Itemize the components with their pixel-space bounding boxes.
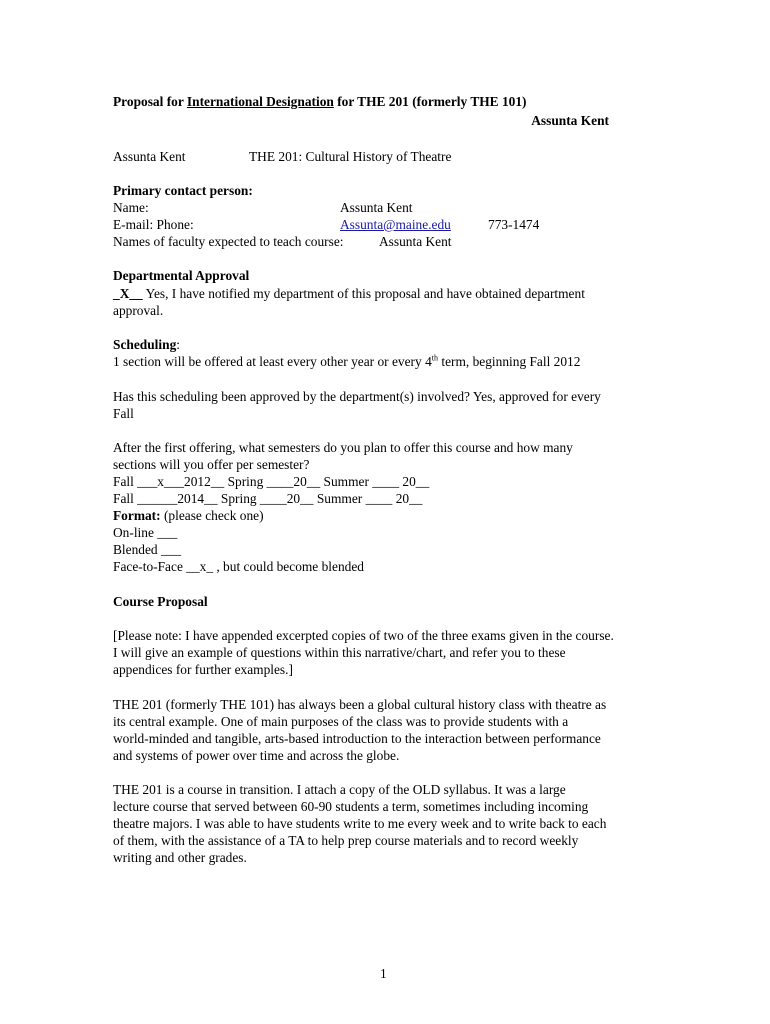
- scheduling-heading: Scheduling:: [113, 337, 180, 352]
- email-link[interactable]: Assunta@maine.edu: [340, 217, 451, 232]
- contact-heading: Primary contact person:: [113, 183, 253, 198]
- paragraph-2-line: of them, with the assistance of a TA to help prep course materials and to record weekly: [113, 833, 579, 848]
- course-proposal-heading: Course Proposal: [113, 594, 208, 609]
- faculty-label: Names of faculty expected to teach course:: [113, 234, 344, 249]
- format-face-to-face: Face-to-Face __x_ , but could become blended: [113, 559, 364, 574]
- page-number: 1: [380, 966, 387, 981]
- author-name: Assunta Kent: [531, 113, 609, 128]
- paragraph-2-line: lecture course that served between 60-90 students a term, sometimes including incoming: [113, 799, 589, 814]
- semester-row-2: Fall ______2014__ Spring ____20__ Summer ____ 20__: [113, 491, 423, 506]
- format-blended: Blended ___: [113, 542, 182, 557]
- paragraph-2-line: theatre majors. I was able to have students write to me every week and to write back to each: [113, 816, 607, 831]
- note-line: I will give an example of questions within this narrative/chart, and refer you to these: [113, 645, 566, 660]
- paragraph-1-line: THE 201 (formerly THE 101) has always been a global cultural history class with theatre as: [113, 697, 607, 712]
- instructor-name: Assunta Kent: [113, 149, 186, 164]
- course-title: THE 201: Cultural History of Theatre: [249, 149, 452, 164]
- format-line: Format: (please check one): [113, 508, 264, 523]
- approval-heading: Departmental Approval: [113, 268, 250, 283]
- scheduling-question-1-cont: Fall: [113, 406, 134, 421]
- name-label: Name:: [113, 200, 149, 215]
- scheduling-question-2: After the first offering, what semesters do you plan to offer this course and how many: [113, 440, 573, 455]
- approval-line-2: approval.: [113, 303, 164, 318]
- approval-line: _X__ Yes, I have notified my department of this proposal and have obtained department: [113, 286, 585, 301]
- semester-row-1: Fall ___x___2012__ Spring ____20__ Summer ____ 20__: [113, 474, 430, 489]
- note-line: appendices for further examples.]: [113, 662, 293, 677]
- paragraph-2-line: THE 201 is a course in transition. I attach a copy of the OLD syllabus. It was a large: [113, 782, 566, 797]
- format-online: On-line ___: [113, 525, 178, 540]
- email-phone-label: E-mail: Phone:: [113, 217, 194, 232]
- approval-mark: _X__: [113, 286, 143, 301]
- paragraph-1-line: world-minded and tangible, arts-based introduction to the interaction between performance: [113, 731, 601, 746]
- paragraph-1-line: and systems of power over time and across the globe.: [113, 748, 400, 763]
- paragraph-2-line: writing and other grades.: [113, 850, 247, 865]
- phone-value: 773-1474: [488, 217, 540, 232]
- paragraph-1-line: its central example. One of main purposes of the class was to provide students with a: [113, 714, 569, 729]
- faculty-value: Assunta Kent: [379, 234, 452, 249]
- scheduling-statement: 1 section will be offered at least every other year or every 4th term, beginning Fall 2012: [113, 353, 581, 369]
- name-value: Assunta Kent: [340, 200, 413, 215]
- scheduling-question-1: Has this scheduling been approved by the department(s) involved? Yes, approved for every: [113, 389, 601, 404]
- note-line: [Please note: I have appended excerpted copies of two of the three exams given in the course.: [113, 628, 614, 643]
- scheduling-question-2-cont: sections will you offer per semester?: [113, 457, 310, 472]
- document-title: Proposal for International Designation for THE 201 (formerly THE 101): [113, 94, 527, 109]
